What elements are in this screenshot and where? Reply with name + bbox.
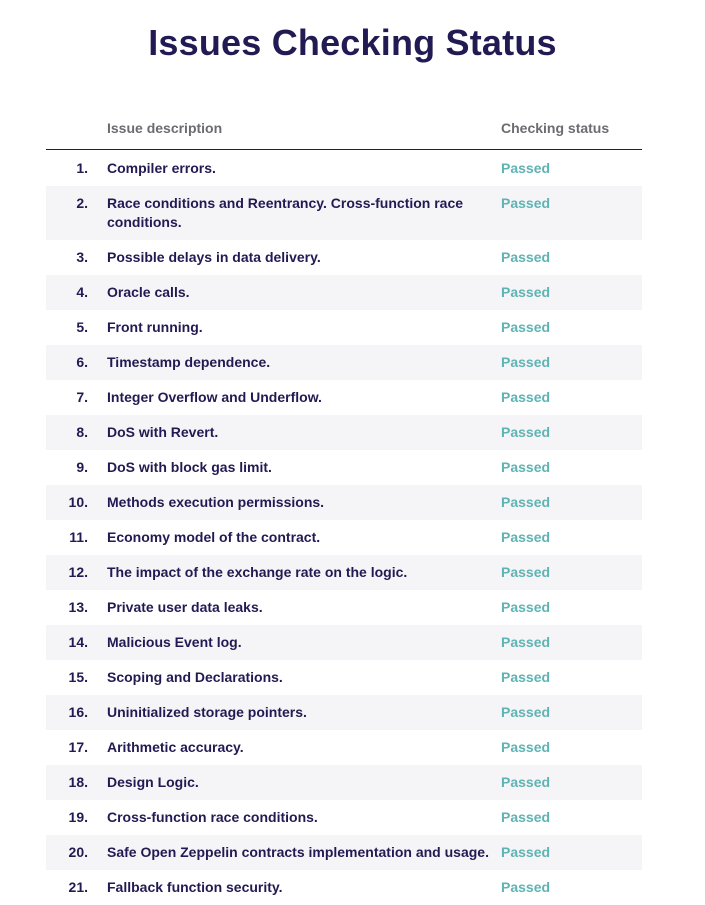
table-row [46,240,642,275]
status-badge: Passed [501,459,551,475]
status-badge: Passed [501,249,551,265]
issue-description: Possible delays in data delivery. [107,249,321,265]
row-number: 13. [68,599,88,615]
issue-description: Oracle calls. [107,284,190,300]
row-number: 8. [76,424,88,440]
table-row [46,186,642,240]
issue-description: The impact of the exchange rate on the logic. [107,564,408,580]
status-badge: Passed [501,564,551,580]
issue-description: Safe Open Zeppelin contracts implementation and usage. [107,844,489,860]
row-number: 5. [76,319,88,335]
status-badge: Passed [501,424,551,440]
status-badge: Passed [501,389,551,405]
table-row [46,800,642,835]
issue-description: Front running. [107,319,203,335]
row-number: 17. [68,739,88,755]
status-badge: Passed [501,195,551,211]
status-badge: Passed [501,319,551,335]
status-badge: Passed [501,739,551,755]
row-number: 15. [68,669,88,685]
row-number: 21. [68,879,88,895]
status-badge: Passed [501,494,551,510]
issue-description: Fallback function security. [107,879,283,895]
status-badge: Passed [501,879,551,895]
status-badge: Passed [501,669,551,685]
issue-description: Methods execution permissions. [107,494,325,510]
table-row [46,415,642,450]
row-number: 18. [68,774,88,790]
issue-description: DoS with block gas limit. [107,459,272,475]
table-row [46,485,642,520]
issue-description: Integer Overflow and Underflow. [107,389,322,405]
table-header [46,113,642,150]
issues-table [46,113,642,905]
table-row [46,345,642,380]
issue-description: Timestamp dependence. [107,354,271,370]
table-row [46,730,642,765]
table-row [46,520,642,555]
row-number: 19. [68,809,88,825]
issue-description: DoS with Revert. [107,424,219,440]
table-row [46,555,642,590]
table-row [46,310,642,345]
row-number: 12. [68,564,88,580]
issue-description: Arithmetic accuracy. [107,739,244,755]
status-badge: Passed [501,844,551,860]
table-row [46,835,642,870]
row-number: 10. [68,494,88,510]
status-badge: Passed [501,160,551,176]
table-row [46,625,642,660]
status-badge: Passed [501,809,551,825]
status-badge: Passed [501,284,551,300]
table-row [46,660,642,695]
row-number: 2. [76,195,88,211]
header-issue-description: Issue description [107,120,223,136]
status-badge: Passed [501,704,551,720]
row-number: 1. [76,160,88,176]
issue-description: Compiler errors. [107,160,216,176]
status-badge: Passed [501,634,551,650]
page-title: Issues Checking Status [148,22,557,63]
issue-description: Design Logic. [107,774,199,790]
table-row [46,275,642,310]
row-number: 20. [68,844,88,860]
issue-description: Uninitialized storage pointers. [107,704,307,720]
table-row [46,380,642,415]
issue-description: Economy model of the contract. [107,529,321,545]
row-number: 4. [76,284,88,300]
row-number: 9. [76,459,88,475]
status-badge: Passed [501,529,551,545]
status-badge: Passed [501,774,551,790]
table-row [46,450,642,485]
table-row [46,590,642,625]
row-number: 7. [76,389,88,405]
row-number: 3. [76,249,88,265]
header-checking-status: Checking status [501,120,610,136]
row-number: 11. [69,529,88,545]
table-row [46,695,642,730]
status-badge: Passed [501,599,551,615]
row-number: 16. [68,704,88,720]
issue-description: Private user data leaks. [107,599,263,615]
table-row [46,151,642,186]
issue-description: Race conditions and Reentrancy. Cross-function race conditions. [107,195,464,230]
row-number: 14. [68,634,88,650]
table-row [46,765,642,800]
table-body [46,151,642,905]
issue-description: Scoping and Declarations. [107,669,283,685]
issue-description: Malicious Event log. [107,634,242,650]
status-badge: Passed [501,354,551,370]
row-number: 6. [76,354,88,370]
issue-description: Cross-function race conditions. [107,809,318,825]
